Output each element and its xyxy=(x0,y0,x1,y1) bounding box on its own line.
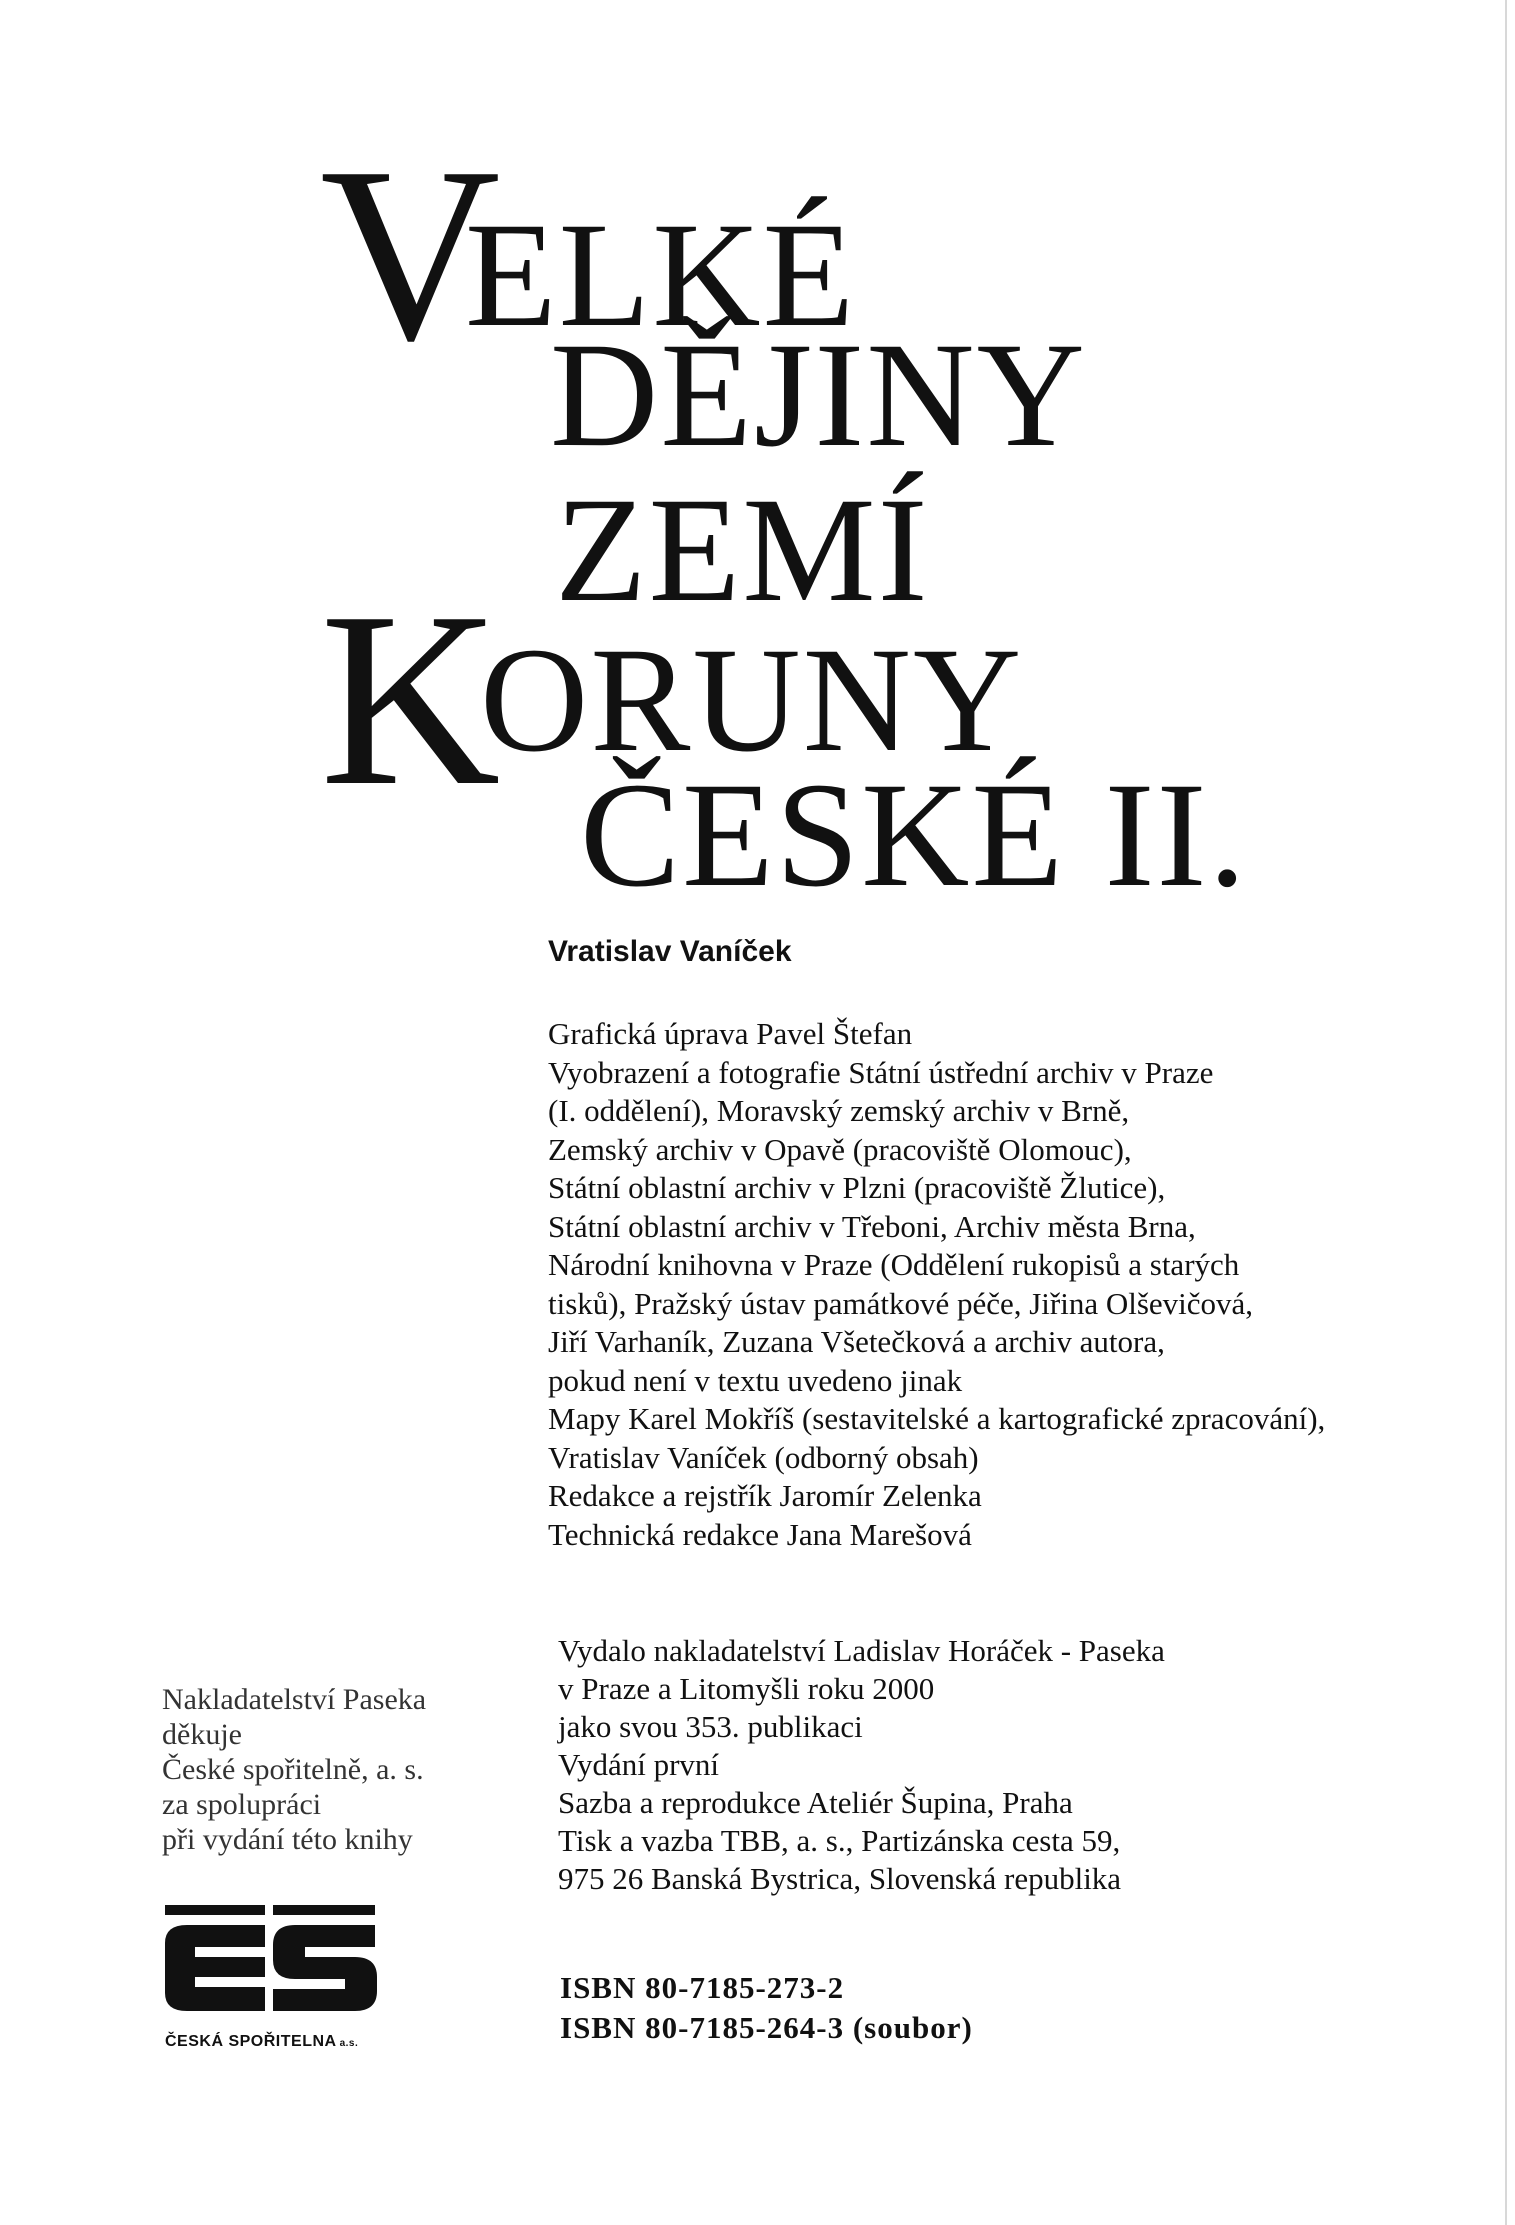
thanks-line: při vydání této knihy xyxy=(162,1823,413,1856)
title-line-3: ZEMÍ xyxy=(555,467,930,633)
credits-line: Redakce a rejstřík Jaromír Zelenka xyxy=(548,1478,982,1513)
credits-line: Národní knihovna v Praze (Oddělení rukopisů a starých xyxy=(548,1247,1240,1282)
thanks-line: Nakladatelství Paseka xyxy=(162,1683,427,1716)
thanks-line: děkuje xyxy=(162,1718,242,1751)
credits-line: Státní oblastní archiv v Plzni (pracoviště Žlutice), xyxy=(548,1170,1166,1205)
publisher-block xyxy=(558,1632,1458,1898)
title-line-5: ČESKÉ II. xyxy=(580,752,1248,918)
publisher-line: Vydání první xyxy=(558,1747,720,1782)
credits-block xyxy=(548,1015,1448,1554)
credits-line: (I. oddělení), Moravský zemský archiv v Brně, xyxy=(548,1093,1130,1128)
credits-line: Mapy Karel Mokříš (sestavitelské a kartografické zpracování), xyxy=(548,1401,1326,1436)
credits-line: pokud není v textu uvedeno jinak xyxy=(548,1362,963,1398)
credits-line: Grafická úprava Pavel Štefan xyxy=(548,1016,913,1051)
sponsor-thanks xyxy=(162,1682,522,1857)
credits-line: Jiří Varhaník, Zuzana Všetečková a archiv autora, xyxy=(548,1324,1165,1359)
credits-line: Zemský archiv v Opavě (pracoviště Olomouc), xyxy=(548,1131,1132,1167)
logo-caption-suffix: a.s. xyxy=(339,2038,359,2049)
title-line-2: DĚJINY xyxy=(550,312,1087,478)
publisher-line: v Praze a Litomyšli roku 2000 xyxy=(558,1671,935,1706)
publisher-line: Sazba a reprodukce Ateliér Šupina, Praha xyxy=(558,1785,1073,1820)
title-initial-v: V xyxy=(320,116,501,393)
logo-caption xyxy=(165,2033,358,2051)
book-title xyxy=(320,116,1320,918)
thanks-line: České spořitelně, a. s. xyxy=(162,1753,424,1786)
isbn-line: ISBN 80-7185-273-2 xyxy=(560,1970,845,2005)
credits-line: Technická redakce Jana Marešová xyxy=(548,1516,972,1552)
credits-line: Státní oblastní archiv v Třeboni, Archiv města Brna, xyxy=(548,1208,1196,1244)
title-initial-k: K xyxy=(320,561,501,838)
publisher-line: jako svou 353. publikaci xyxy=(558,1709,863,1744)
credits-line: Vyobrazení a fotografie Státní ústřední archiv v Praze xyxy=(548,1054,1214,1090)
publisher-line: 975 26 Banská Bystrica, Slovenská republika xyxy=(558,1861,1122,1896)
isbn-block xyxy=(560,1968,973,2048)
ceska-sporitelna-logo-icon xyxy=(165,1905,405,2050)
isbn-line: ISBN 80-7185-264-3 (soubor) xyxy=(560,2010,973,2045)
author-name: Vratislav Vaníček xyxy=(548,935,792,968)
logo-caption-name: ČESKÁ SPOŘITELNA xyxy=(165,2033,337,2050)
title-line-1: ELKÉ xyxy=(465,192,857,358)
title-line-4: ORUNY xyxy=(480,617,1024,783)
thanks-line: za spolupráci xyxy=(162,1788,322,1821)
page-edge-line xyxy=(1505,0,1507,2225)
publisher-line: Vydalo nakladatelství Ladislav Horáček - Paseka xyxy=(558,1633,1165,1668)
credits-line: tisků), Pražský ústav památkové péče, Jiřina Olševičová, xyxy=(548,1285,1254,1321)
credits-line: Vratislav Vaníček (odborný obsah) xyxy=(548,1439,979,1475)
publisher-line: Tisk a vazba TBB, a. s., Partizánska cesta 59, xyxy=(558,1823,1121,1858)
